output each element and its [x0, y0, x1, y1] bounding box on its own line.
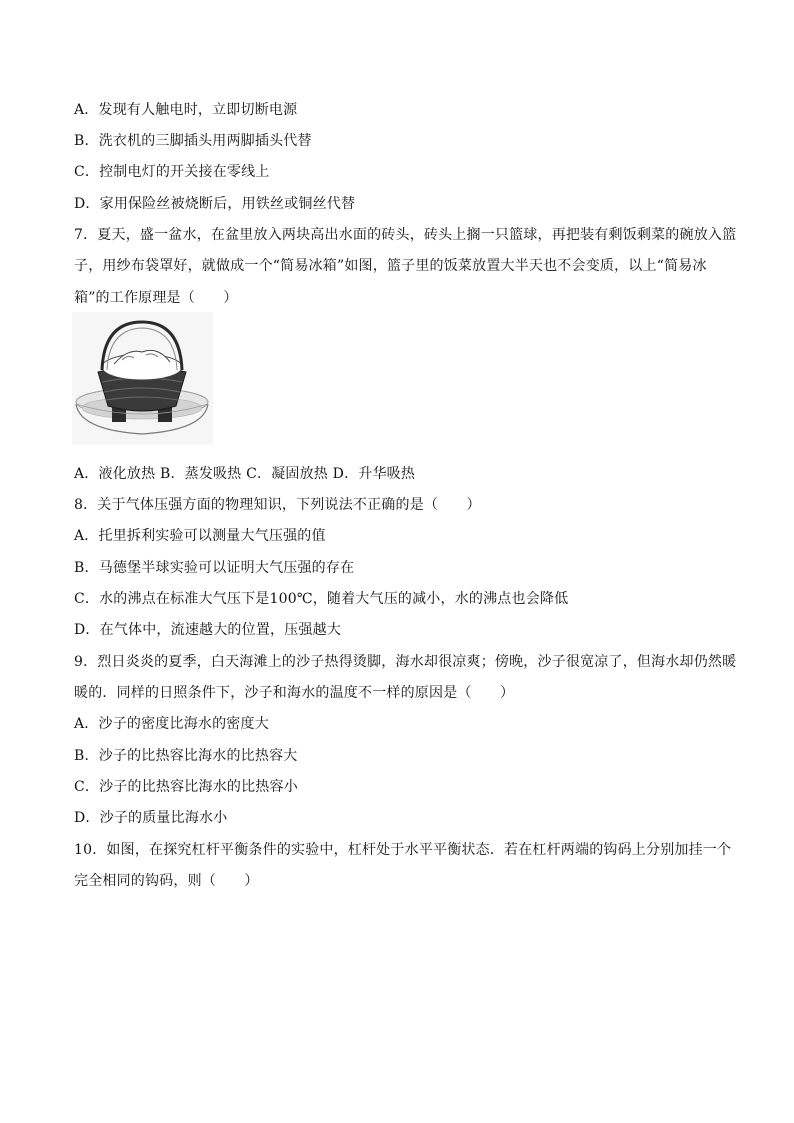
q7-options: A．液化放热 B．蒸发吸热 C．凝固放热 D．升华吸热 [74, 466, 416, 482]
q7-stem-line-2: 子，用纱布袋罩好，就做成一个“简易冰箱”如图，篮子里的饭菜放置大半天也不会变质，以上“简易冰 [74, 258, 707, 274]
q6-option-d: D．家用保险丝被烧断后，用铁丝或铜丝代替 [74, 196, 356, 212]
q9-option-b: B．沙子的比热容比海水的比热容大 [74, 748, 298, 764]
q9-option-c: C．沙子的比热容比海水的比热容小 [74, 779, 298, 795]
q10-stem-line-1: 10．如图，在探究杠杆平衡条件的实验中，杠杆处于水平平衡状态．若在杠杆两端的钩码上分别加挂一个 [74, 842, 732, 858]
q9-stem-line-2: 暖的．同样的日照条件下，沙子和海水的温度不一样的原因是（ ） [74, 685, 515, 701]
q9-option-a: A．沙子的密度比海水的密度大 [74, 716, 269, 732]
q9-stem-line-1: 9．烈日炎炎的夏季，白天海滩上的沙子热得烫脚，海水却很凉爽；傍晚，沙子很宽凉了，但海水却仍然暖 [74, 654, 737, 670]
q8-option-c: C．水的沸点在标准大气压下是100℃，随着大气压的减小，水的沸点也会降低 [74, 591, 569, 607]
q7-stem-line-1: 7．夏天，盛一盆水，在盆里放入两块高出水面的砖头，砖头上搁一只篮球，再把装有剩饭剩菜的碗放入篮 [74, 227, 737, 243]
q6-option-b: B．洗衣机的三脚插头用两脚插头代替 [74, 133, 312, 149]
q8-option-d: D．在气体中，流速越大的位置，压强越大 [74, 622, 342, 638]
q8-option-b: B．马德堡半球实验可以证明大气压强的存在 [74, 560, 355, 576]
q8-stem: 8．关于气体压强方面的物理知识，下列说法不正确的是（ ） [74, 497, 481, 513]
q8-option-a: A．托里拆利实验可以测量大气压强的值 [74, 528, 326, 544]
simple-fridge-figure [72, 312, 213, 445]
q7-stem-line-3: 箱”的工作原理是（ ） [74, 290, 238, 306]
q6-option-c: C．控制电灯的开关接在零线上 [74, 164, 270, 180]
q10-stem-line-2: 完全相同的钩码，则（ ） [74, 873, 259, 889]
q9-option-d: D．沙子的质量比海水小 [74, 810, 228, 826]
q6-option-a: A．发现有人触电时，立即切断电源 [74, 102, 298, 118]
